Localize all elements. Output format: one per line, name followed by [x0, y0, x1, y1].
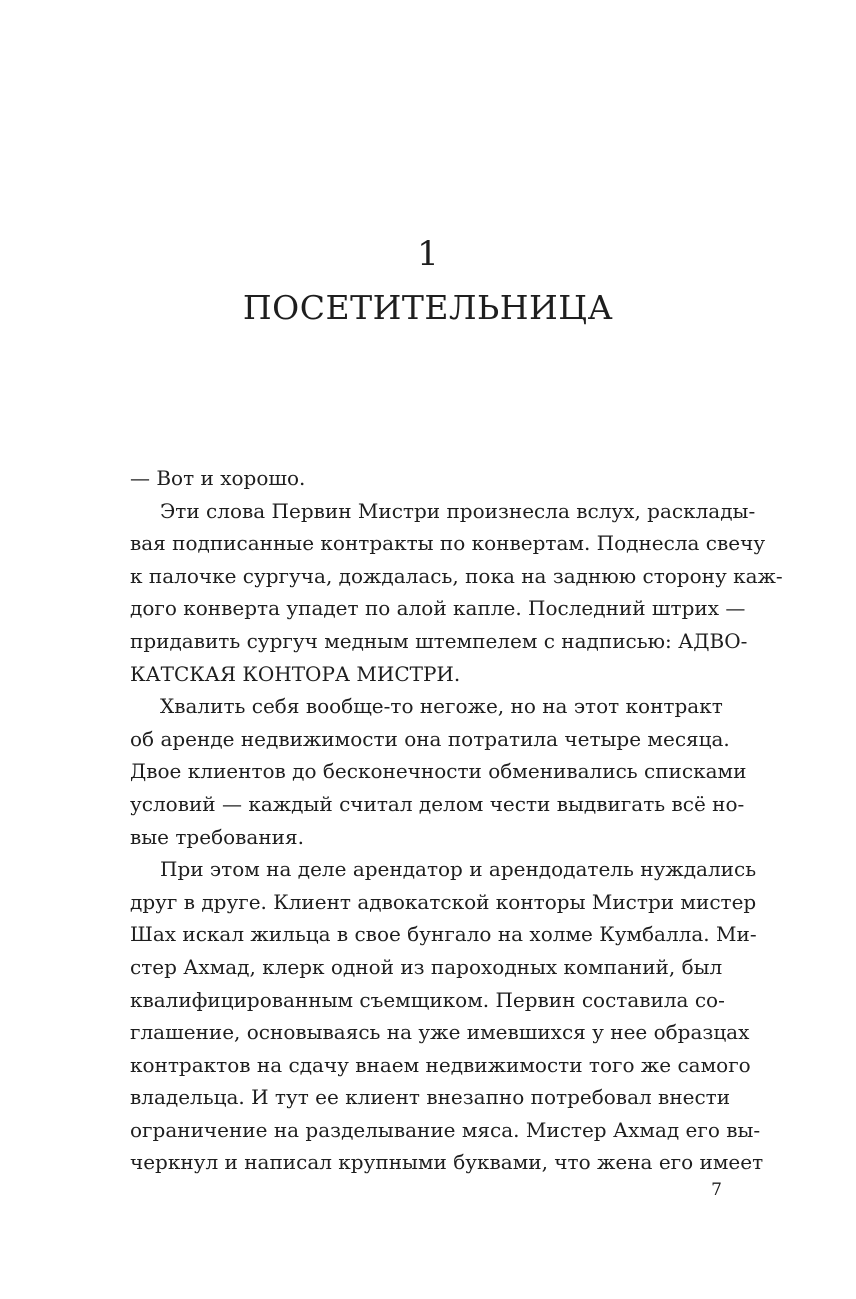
text-line: ограничение на разделывание мяса. Мистер Ахмад его вы-: [130, 1117, 761, 1142]
page-number: 7: [711, 1180, 722, 1200]
body-text: [130, 462, 783, 1179]
text-line: к палочке сургуча, дождалась, пока на заднюю сторону каж-: [130, 563, 783, 588]
text-line: При этом на деле арендатор и арендодатель нуждались: [160, 857, 757, 882]
text-line: черкнул и написал крупными буквами, что жена его имеет: [130, 1150, 764, 1175]
text-line: условий — каждый считал делом чести выдвигать всё но-: [130, 791, 745, 816]
text-line: об аренде недвижимости она потратила четыре месяца.: [130, 726, 730, 751]
chapter-number: 1: [417, 234, 439, 274]
text-line: стер Ахмад, клерк одной из пароходных компаний, был: [130, 954, 723, 979]
text-line: придавить сургуч медным штемпелем с надписью: АДВО-: [130, 628, 748, 653]
text-line: дого конверта упадет по алой капле. Последний штрих —: [130, 596, 746, 621]
text-line: контрактов на сдачу внаем недвижимости того же самого: [130, 1052, 751, 1077]
text-line: владельца. И тут ее клиент внезапно потребовал внести: [130, 1085, 731, 1110]
text-line: квалифицированным съемщиком. Первин составила со-: [130, 987, 725, 1012]
text-line: — Вот и хорошо.: [130, 466, 306, 490]
text-line: Хвалить себя вообще-то негоже, но на этот контракт: [160, 694, 723, 719]
text-line: вая подписанные контракты по конвертам. Поднесла свечу: [130, 531, 766, 556]
text-line: Эти слова Первин Мистри произнесла вслух, расклады-: [160, 498, 756, 523]
text-line: КАТСКАЯ КОНТОРА МИСТРИ.: [130, 661, 461, 686]
text-line: Двое клиентов до бесконечности обменивались списками: [130, 759, 747, 784]
text-line: глашение, основываясь на уже имевшихся у нее образцах: [130, 1020, 750, 1045]
text-line: Шах искал жильца в свое бунгало на холме Кумбалла. Ми-: [130, 922, 757, 947]
text-line: друг в друге. Клиент адвокатской конторы Мистри мистер: [130, 889, 757, 914]
chapter-title: ПОСЕТИТЕЛЬНИЦА: [242, 288, 614, 327]
text-line: вые требования.: [130, 824, 304, 849]
